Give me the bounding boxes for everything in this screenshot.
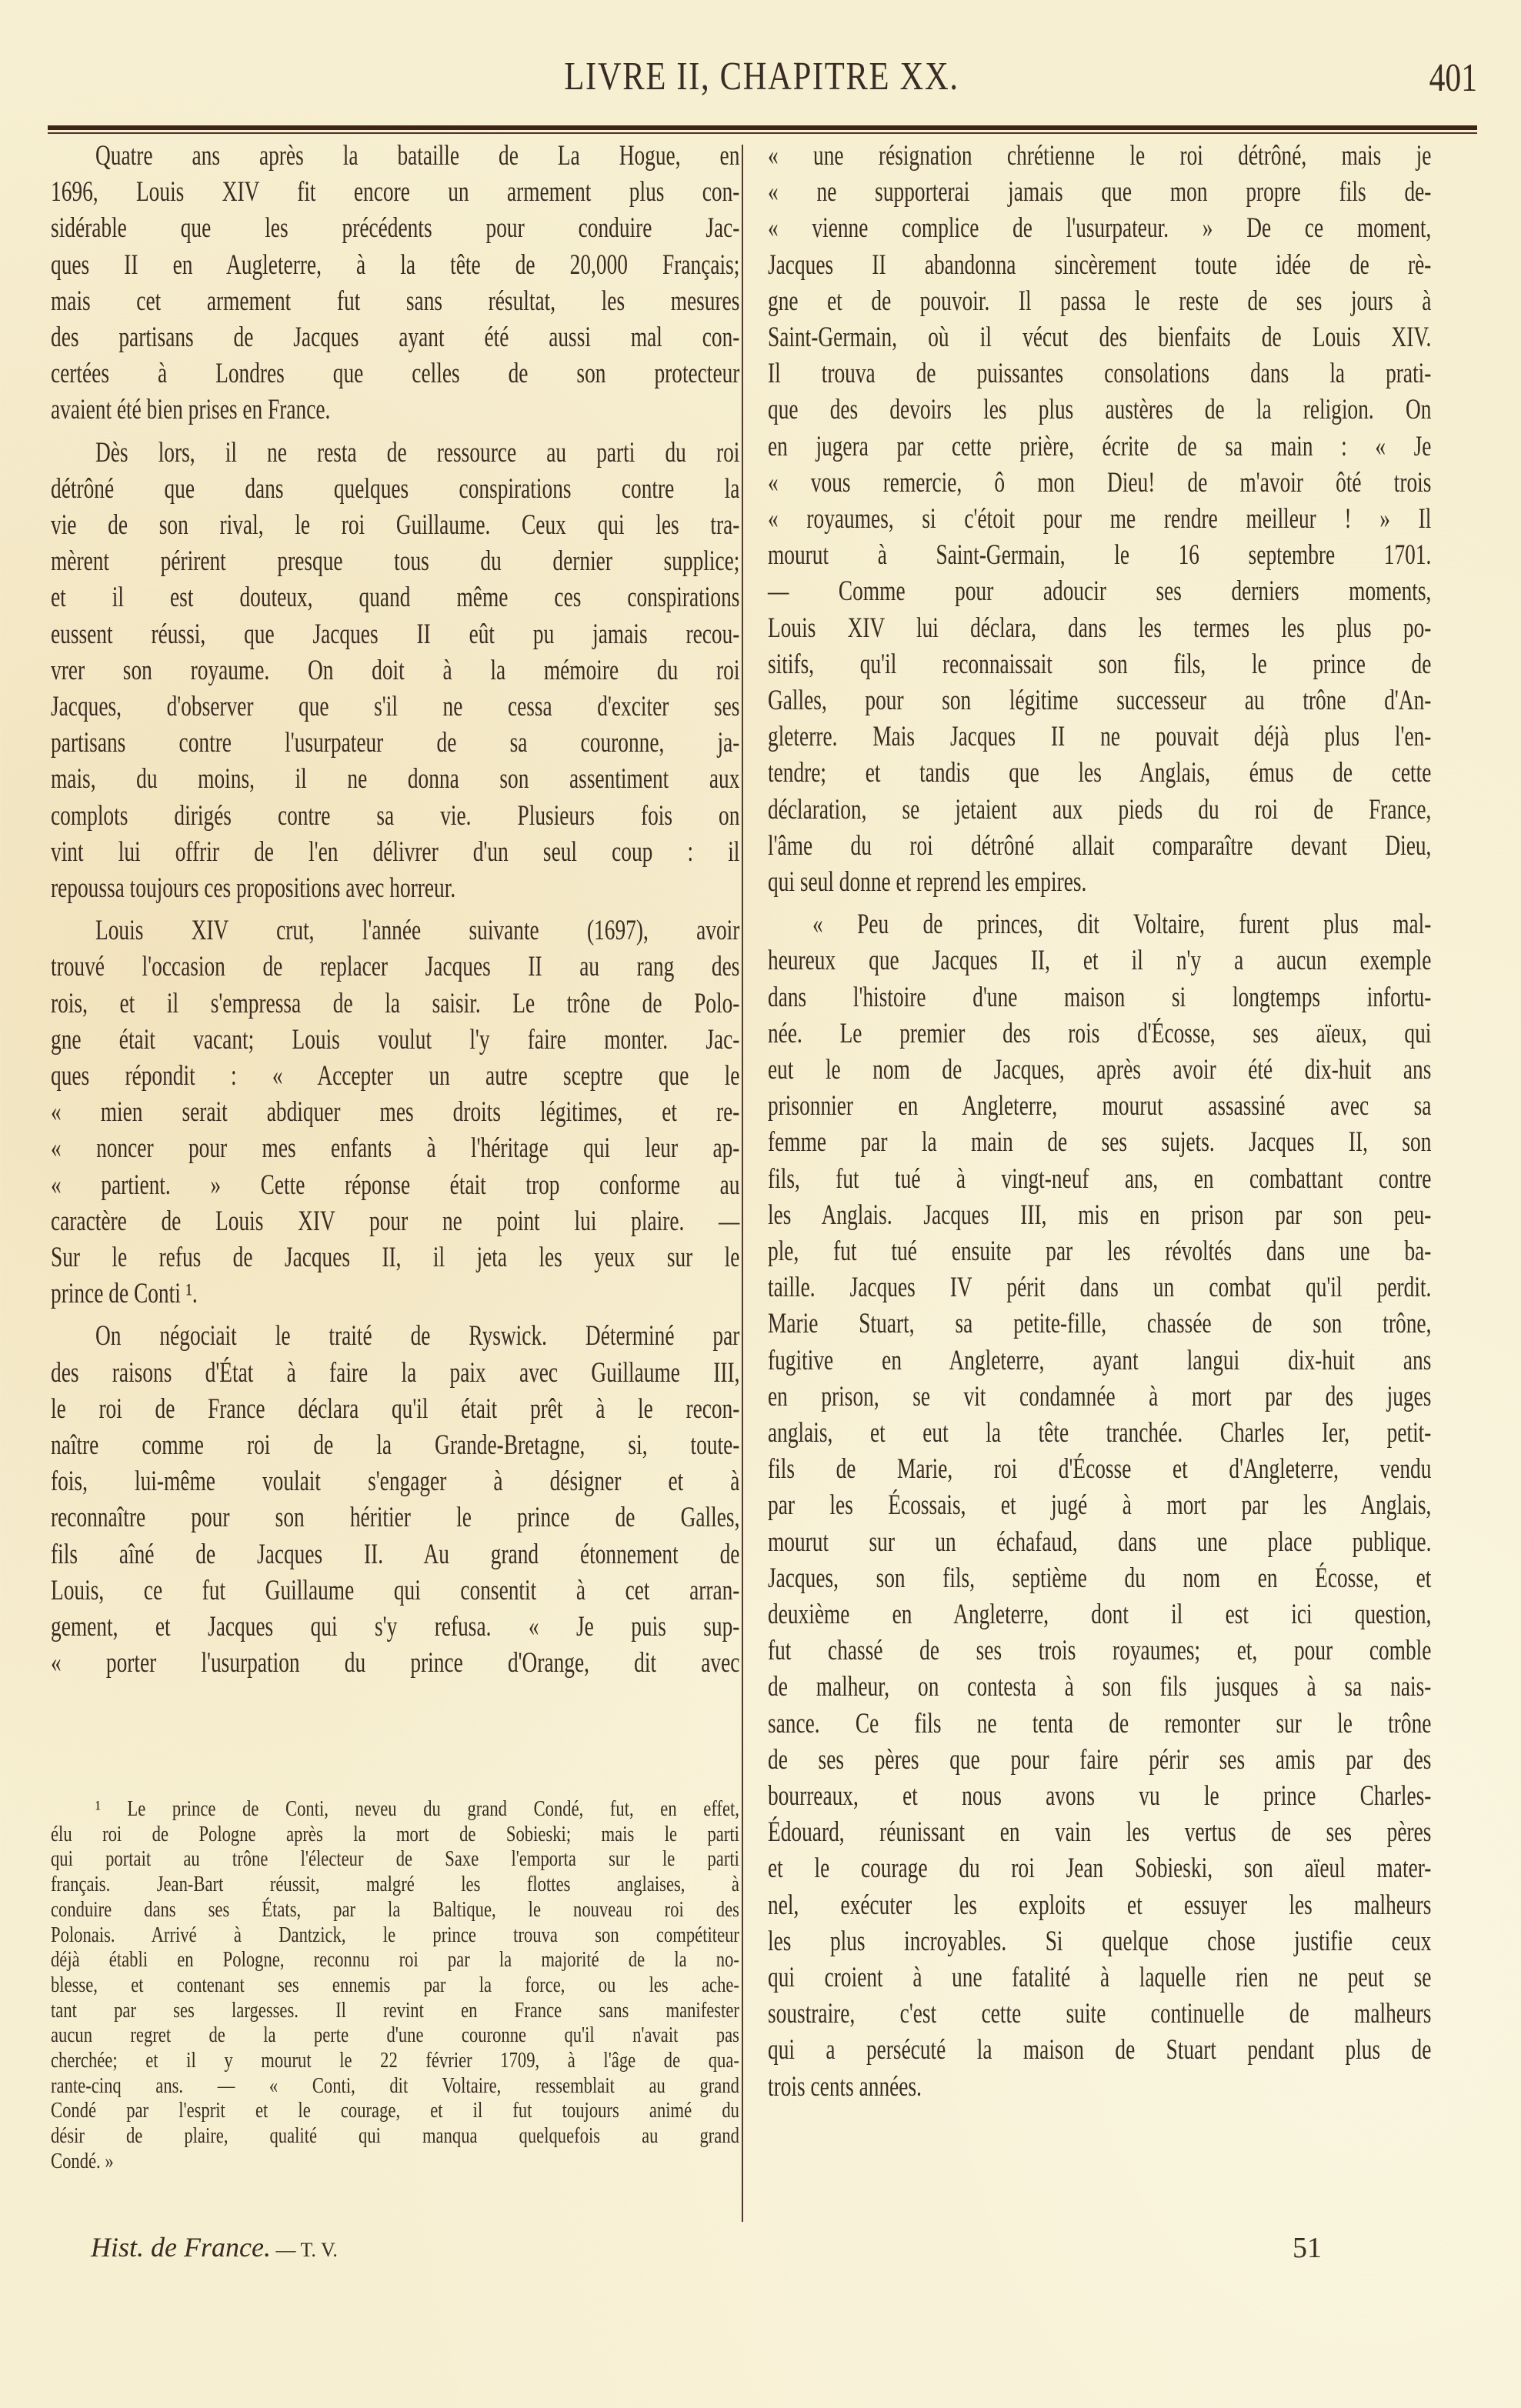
- text-line: sitifs, qu'il reconnaissait son fils, le prince de: [768, 648, 1432, 680]
- text-line: soustraire, c'est cette suite continuelle de malheurs: [768, 1998, 1432, 2030]
- text-line: les Anglais. Jacques III, mis en prison par son peu-: [768, 1199, 1432, 1231]
- text-line: reconnaître pour son héritier le prince de Galles,: [51, 1502, 740, 1534]
- text-line: « porter l'usurpation du prince d'Orange, dit avec: [51, 1647, 740, 1679]
- signature-title: Hist. de France.: [91, 2232, 271, 2263]
- sheet-number: 51: [1293, 2232, 1322, 2264]
- text-line: fut chassé de ses trois royaumes; et, pour comble: [768, 1635, 1432, 1667]
- text-line: élu roi de Pologne après la mort de Sobieski; mais le parti: [51, 1821, 739, 1846]
- text-line: Galles, pour son légitime successeur au trône d'An-: [768, 685, 1432, 716]
- text-line: français. Jean-Bart réussit, malgré les flottes anglaises, à: [51, 1872, 739, 1897]
- text-line: mais, du moins, il ne donna son assentiment aux: [51, 763, 740, 795]
- text-line: Marie Stuart, sa petite-fille, chassée de son trône,: [768, 1308, 1432, 1340]
- text-line: complots dirigés contre sa vie. Plusieurs fois on: [51, 799, 740, 832]
- running-title: LIVRE II, CHAPITRE XX.: [564, 55, 959, 98]
- text-line: 1696, Louis XIV fit encore un armement plus con-: [51, 176, 740, 208]
- text-line: anglais, et eut la tête tranchée. Charles Ier, petit-: [768, 1417, 1432, 1449]
- text-line: taille. Jacques IV périt dans un combat qu'il perdit.: [768, 1272, 1432, 1304]
- column-divider: [742, 145, 743, 2222]
- text-line: mourut sur un échafaud, dans une place publique.: [768, 1526, 1432, 1558]
- text-line: « vous remercie, ô mon Dieu! de m'avoir ôté trois: [768, 466, 1432, 499]
- text-line: « Peu de princes, dit Voltaire, furent plus mal-: [812, 909, 1432, 941]
- text-line: tendre; et tandis que les Anglais, émus de cette: [768, 757, 1432, 789]
- text-line: Dès lors, il ne resta de ressource au parti du roi: [95, 436, 740, 469]
- text-line: partisans contre l'usurpateur de sa couronne, ja-: [51, 727, 740, 759]
- text-line: conduire dans ses États, par la Baltique, le nouveau roi des: [51, 1896, 739, 1922]
- text-line: fois, lui-même voulait s'engager à désigner et à: [51, 1466, 740, 1498]
- text-line: Jacques II abandonna sincèrement toute idée de rè-: [768, 248, 1432, 281]
- text-line: vrer son royaume. On doit à la mémoire du roi: [51, 654, 740, 686]
- text-line: vie de son rival, le roi Guillaume. Ceux qui les tra-: [51, 509, 740, 541]
- text-line: et il est douteux, quand même ces conspirations: [51, 582, 740, 614]
- text-line: et le courage du roi Jean Sobieski, son aïeul mater-: [768, 1853, 1432, 1885]
- text-line: dans l'histoire d'une maison si longtemps infortu-: [768, 981, 1432, 1013]
- text-line: caractère de Louis XIV pour ne point lui plaire. —: [51, 1205, 740, 1237]
- page-header: [46, 46, 1477, 100]
- text-line: Condé par l'esprit et le courage, et il fut toujours animé du: [51, 2098, 739, 2123]
- text-line: détrôné que dans quelques conspirations contre la: [51, 472, 740, 505]
- text-line: en prison, se vit condamnée à mort par des juges: [768, 1380, 1432, 1412]
- header-rule-thin: [48, 132, 1477, 134]
- text-line: Louis, ce fut Guillaume qui consentit à cet arran-: [51, 1574, 740, 1606]
- text-line: « ne supporterai jamais que mon propre fils de-: [768, 176, 1432, 208]
- text-line: Jacques, d'observer que s'il ne cessa d'exciter ses: [51, 691, 740, 722]
- text-line: l'âme du roi détrôné allait comparaître devant Dieu,: [768, 829, 1432, 862]
- text-line: Louis XIV crut, l'année suivante (1697), avoir: [95, 915, 740, 947]
- signature-line: [91, 2231, 338, 2263]
- text-line: deuxième en Angleterre, dont il est ici question,: [768, 1599, 1432, 1630]
- text-line: déjà établi en Pologne, reconnu roi par la majorité de la no-: [51, 1947, 739, 1973]
- text-line: des partisans de Jacques ayant été aussi mal con-: [51, 322, 740, 353]
- text-line: prince de Conti ¹.: [51, 1278, 198, 1310]
- text-line: — Comme pour adoucir ses derniers moments,: [768, 575, 1432, 608]
- signature-volume: — T. V.: [270, 2239, 338, 2261]
- text-line: Il trouva de puissantes consolations dans la prati-: [768, 358, 1432, 390]
- text-line: fugitive en Angleterre, ayant langui dix-huit ans: [768, 1344, 1432, 1376]
- text-line: ques II en Augleterre, à la tête de 20,000 Français;: [51, 248, 740, 281]
- text-line: les plus incroyables. Si quelque chose justifie ceux: [768, 1925, 1432, 1957]
- text-line: gne était vacant; Louis voulut l'y faire monter. Jac-: [51, 1023, 740, 1056]
- text-line: rante-cinq ans. — « Conti, dit Voltaire, ressemblait au grand: [51, 2073, 739, 2098]
- text-line: le roi de France déclara qu'il était prêt à le recon-: [51, 1392, 740, 1425]
- text-line: Quatre ans après la bataille de La Hogue, en: [95, 140, 740, 172]
- text-line: rois, et il s'empressa de la saisir. Le trône de Polo-: [51, 987, 740, 1019]
- text-line: gne et de pouvoir. Il passa le reste de ses jours à: [768, 285, 1432, 317]
- text-line: sidérable que les précédents pour conduire Jac-: [51, 212, 740, 245]
- text-line: qui croient à une fatalité à laquelle rien ne peut se: [768, 1962, 1432, 1993]
- text-line: née. Le premier des rois d'Écosse, ses aïeux, qui: [768, 1017, 1432, 1049]
- text-line: prisonnier en Angleterre, mourut assassiné avec sa: [768, 1090, 1432, 1122]
- text-line: tant par ses largesses. Il revint en France sans manifester: [51, 1997, 739, 2023]
- text-line: ¹ Le prince de Conti, neveu du grand Condé, fut, en effet,: [95, 1796, 739, 1821]
- text-line: sance. Ce fils ne tenta de remonter sur le trône: [768, 1707, 1432, 1739]
- text-line: « noncer pour mes enfants à l'héritage qui leur ap-: [51, 1132, 740, 1165]
- text-line: Saint-Germain, où il vécut des bienfaits de Louis XIV.: [768, 322, 1432, 353]
- text-line: Jacques, son fils, septième du nom en Écosse, et: [768, 1562, 1432, 1594]
- text-line: Polonais. Arrivé à Dantzick, le prince trouva son compétiteur: [51, 1922, 739, 1947]
- text-line: eussent réussi, que Jacques II eût pu jamais recou-: [51, 618, 740, 650]
- text-line: mourut à Saint-Germain, le 16 septembre 1701.: [768, 539, 1432, 572]
- text-line: avaient été bien prises en France.: [51, 394, 331, 426]
- text-line: « mien serait abdiquer mes droits légitimes, et re-: [51, 1096, 740, 1129]
- text-line: en jugera par cette prière, écrite de sa main : « Je: [768, 430, 1432, 462]
- text-line: ques répondit : « Accepter un autre sceptre que le: [51, 1060, 740, 1092]
- text-line: qui a persécuté la maison de Stuart pendant plus de: [768, 2034, 1432, 2066]
- text-line: trouvé l'occasion de replacer Jacques II au rang des: [51, 951, 740, 983]
- text-line: « vienne complice de l'usurpateur. » De ce moment,: [768, 212, 1432, 245]
- text-line: qui seul donne et reprend les empires.: [768, 866, 1087, 898]
- text-line: cherchée; et il y mourut le 22 février 1709, à l'âge de qua-: [51, 2048, 739, 2073]
- text-line: gement, et Jacques qui s'y refusa. « Je puis sup-: [51, 1611, 740, 1643]
- text-line: que des devoirs les plus austères de la religion. On: [768, 394, 1432, 426]
- text-line: fils, fut tué à vingt-neuf ans, en combattant contre: [768, 1162, 1432, 1195]
- text-line: de malheur, on contesta à son fils jusques à sa nais-: [768, 1671, 1432, 1703]
- page-number: 401: [1429, 56, 1477, 100]
- text-line: repoussa toujours ces propositions avec horreur.: [51, 872, 456, 904]
- text-line: Sur le refus de Jacques II, il jeta les yeux sur le: [51, 1242, 740, 1273]
- text-line: mais cet armement fut sans résultat, les mesures: [51, 285, 740, 317]
- header-rule-thick: [48, 125, 1477, 130]
- text-line: Condé. »: [51, 2148, 114, 2173]
- text-line: aucun regret de la perte d'une couronne qu'il n'avait pas: [51, 2023, 739, 2048]
- text-line: vint lui offrir de l'en délivrer d'un seul coup : il: [51, 835, 740, 868]
- text-line: bourreaux, et nous avons vu le prince Charles-: [768, 1780, 1432, 1812]
- text-line: certées à Londres que celles de son protecteur: [51, 358, 740, 390]
- text-line: qui portait au trône l'électeur de Saxe l'emporta sur le parti: [51, 1846, 739, 1872]
- text-line: femme par la main de ses sujets. Jacques II, son: [768, 1126, 1432, 1159]
- text-line: fils de Marie, roi d'Écosse et d'Angleterre, vendu: [768, 1453, 1432, 1486]
- text-line: naître comme roi de la Grande-Bretagne, si, toute-: [51, 1429, 740, 1461]
- text-line: heureux que Jacques II, et il n'y a aucun exemple: [768, 945, 1432, 977]
- text-line: ple, fut tué ensuite par les révoltés dans une ba-: [768, 1236, 1432, 1267]
- text-line: mèrent périrent presque tous du dernier supplice;: [51, 545, 740, 578]
- text-line: déclaration, se jetaient aux pieds du roi de France,: [768, 793, 1432, 825]
- text-line: eut le nom de Jacques, après avoir été dix-huit ans: [768, 1054, 1432, 1086]
- text-line: On négociait le traité de Ryswick. Déterminé par: [95, 1320, 740, 1352]
- text-line: « royaumes, si c'étoit pour me rendre meilleur ! » Il: [768, 503, 1432, 535]
- text-line: fils aîné de Jacques II. Au grand étonnement de: [51, 1538, 740, 1570]
- text-line: par les Écossais, et jugé à mort par les Anglais,: [768, 1489, 1432, 1522]
- text-line: de ses pères que pour faire périr ses amis par des: [768, 1743, 1432, 1776]
- text-line: « partient. » Cette réponse était trop conforme au: [51, 1169, 740, 1201]
- text-line: Édouard, réunissant en vain les vertus de ses pères: [768, 1816, 1432, 1849]
- text-line: trois cents années.: [768, 2070, 922, 2103]
- text-line: Louis XIV lui déclara, dans les termes les plus po-: [768, 612, 1432, 644]
- text-line: des raisons d'État à faire la paix avec Guillaume III,: [51, 1356, 740, 1389]
- text-line: nel, exécuter les exploits et essuyer les malheurs: [768, 1889, 1432, 1921]
- text-line: « une résignation chrétienne le roi détrôné, mais je: [768, 140, 1432, 172]
- header-rule: [48, 125, 1477, 135]
- text-line: désir de plaire, qualité qui manqua quelquefois au grand: [51, 2123, 739, 2149]
- text-line: gleterre. Mais Jacques II ne pouvait déjà plus l'en-: [768, 721, 1432, 753]
- text-line: blesse, et contenant ses ennemis par la force, ou les ache-: [51, 1972, 739, 1997]
